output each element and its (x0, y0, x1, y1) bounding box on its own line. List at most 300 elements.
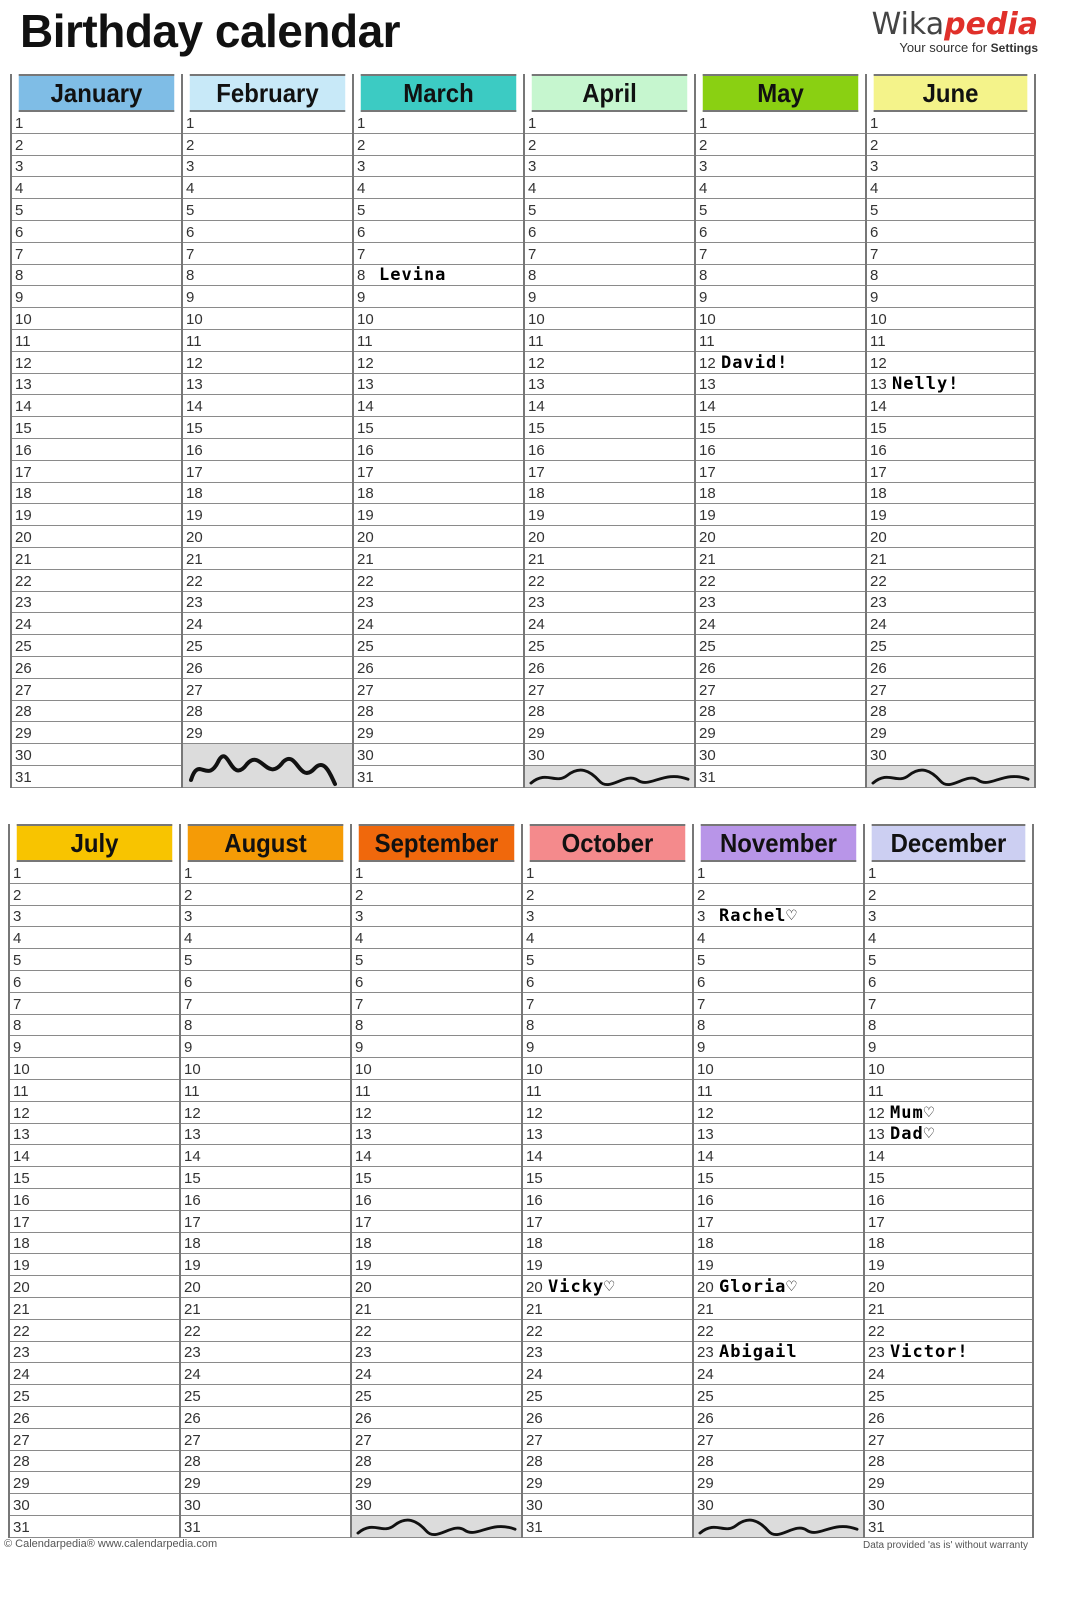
day-row (525, 526, 694, 548)
day-number: 18 (13, 1235, 30, 1253)
day-number: 16 (186, 441, 203, 459)
month-column-august (179, 824, 350, 1538)
day-row (694, 1298, 863, 1320)
day-row (354, 199, 523, 221)
day-number: 6 (13, 973, 22, 991)
day-number: 7 (697, 995, 706, 1013)
day-row (694, 993, 863, 1015)
day-row (696, 679, 865, 701)
day-number: 19 (13, 1257, 30, 1275)
day-number: 18 (15, 485, 32, 503)
day-row (352, 906, 521, 928)
day-row (523, 1102, 692, 1124)
day-number: 22 (355, 1322, 372, 1340)
day-number: 31 (868, 1518, 885, 1536)
day-number: 12 (699, 354, 716, 372)
day-row (183, 701, 352, 723)
day-row (354, 439, 523, 461)
day-row (696, 439, 865, 461)
day-number: 23 (868, 1344, 885, 1362)
day-row (523, 1211, 692, 1233)
day-row (867, 177, 1034, 199)
day-number: 8 (15, 267, 24, 285)
day-row (523, 1276, 692, 1298)
day-row (354, 308, 523, 330)
day-row (12, 744, 181, 766)
month-column-december (863, 824, 1034, 1538)
day-row (525, 483, 694, 505)
day-row (696, 635, 865, 657)
day-row (181, 1233, 350, 1255)
day-number: 3 (528, 158, 537, 176)
day-row (867, 504, 1034, 526)
day-number: 16 (355, 1191, 372, 1209)
day-number: 16 (184, 1191, 201, 1209)
day-number: 1 (184, 864, 193, 882)
day-number: 4 (868, 930, 877, 948)
day-row (354, 570, 523, 592)
month-column-july (8, 824, 179, 1538)
day-row (525, 635, 694, 657)
day-number: 3 (355, 908, 364, 926)
day-row (694, 1036, 863, 1058)
day-number: 11 (528, 332, 544, 350)
day-number: 8 (186, 267, 195, 285)
day-row (694, 1102, 863, 1124)
day-row (694, 862, 863, 884)
day-number: 16 (870, 441, 887, 459)
day-row (10, 1080, 179, 1102)
day-number: 5 (526, 951, 535, 969)
day-number: 27 (699, 681, 716, 699)
day-number: 31 (13, 1518, 30, 1536)
day-number: 10 (186, 310, 203, 328)
day-number: 18 (699, 485, 716, 503)
day-number: 16 (528, 441, 545, 459)
day-number: 28 (526, 1453, 543, 1471)
day-number: 11 (870, 332, 886, 350)
day-row (181, 1058, 350, 1080)
day-row (183, 679, 352, 701)
day-row (354, 592, 523, 614)
day-row (523, 949, 692, 971)
day-row (352, 1254, 521, 1276)
month-header: March (361, 74, 516, 112)
brand-name-part2: pedia (944, 7, 1038, 42)
day-row (10, 1036, 179, 1058)
day-number: 9 (184, 1039, 193, 1057)
blank-day-scribble (694, 1516, 863, 1538)
day-number: 21 (870, 550, 887, 568)
brand-name-part1: Wika (871, 7, 945, 42)
day-row (694, 1124, 863, 1146)
day-number: 1 (13, 864, 22, 882)
month-header: January (19, 74, 174, 112)
day-row (523, 1145, 692, 1167)
day-row (865, 1145, 1032, 1167)
day-number: 28 (528, 703, 545, 721)
day-number: 3 (13, 908, 22, 926)
day-number: 27 (697, 1431, 714, 1449)
day-row (352, 1189, 521, 1211)
day-number: 21 (184, 1300, 201, 1318)
day-number: 19 (528, 507, 545, 525)
day-number: 30 (184, 1496, 201, 1514)
month-header: September (359, 824, 514, 862)
day-row (183, 548, 352, 570)
month-header: October (530, 824, 685, 862)
day-number: 29 (526, 1475, 543, 1493)
day-number: 6 (870, 223, 879, 241)
day-number: 6 (186, 223, 195, 241)
day-row (352, 1363, 521, 1385)
day-number: 17 (355, 1213, 372, 1231)
day-number: 20 (697, 1278, 714, 1296)
day-row (525, 352, 694, 374)
day-number: 29 (699, 725, 716, 743)
day-number: 20 (15, 528, 32, 546)
day-row (10, 1407, 179, 1429)
day-number: 11 (868, 1082, 884, 1100)
day-number: 25 (13, 1387, 30, 1405)
day-number: 28 (357, 703, 374, 721)
day-number: 20 (357, 528, 374, 546)
day-number: 24 (870, 616, 887, 634)
day-row (183, 177, 352, 199)
day-number: 27 (355, 1431, 372, 1449)
day-number: 17 (528, 463, 545, 481)
day-row (181, 1385, 350, 1407)
day-number: 29 (186, 725, 203, 743)
day-row (867, 308, 1034, 330)
day-number: 26 (357, 659, 374, 677)
day-number: 28 (13, 1453, 30, 1471)
day-row (865, 1342, 1032, 1364)
day-number: 26 (870, 659, 887, 677)
day-row (867, 374, 1034, 396)
day-row (696, 352, 865, 374)
day-number: 19 (526, 1257, 543, 1275)
day-row (354, 134, 523, 156)
day-row (867, 483, 1034, 505)
day-number: 8 (699, 267, 708, 285)
day-number: 6 (868, 973, 877, 991)
day-row (352, 1233, 521, 1255)
day-row (694, 884, 863, 906)
day-row (694, 1145, 863, 1167)
day-row (181, 1145, 350, 1167)
day-number: 2 (699, 136, 708, 154)
day-row (523, 906, 692, 928)
day-number: 6 (697, 973, 706, 991)
day-row (867, 199, 1034, 221)
day-number: 21 (15, 550, 32, 568)
day-row (865, 1036, 1032, 1058)
day-number: 7 (13, 995, 22, 1013)
day-number: 21 (528, 550, 545, 568)
day-number: 14 (528, 398, 545, 416)
day-number: 17 (868, 1213, 885, 1231)
day-row (183, 635, 352, 657)
day-number: 6 (15, 223, 24, 241)
day-number: 21 (868, 1300, 885, 1318)
day-row (183, 395, 352, 417)
day-number: 10 (870, 310, 887, 328)
day-number: 7 (355, 995, 364, 1013)
day-number: 12 (697, 1104, 714, 1122)
day-row (12, 177, 181, 199)
day-number: 25 (868, 1387, 885, 1405)
day-number: 19 (868, 1257, 885, 1275)
day-number: 5 (13, 951, 22, 969)
day-row (525, 701, 694, 723)
day-number: 30 (355, 1496, 372, 1514)
day-number: 9 (186, 289, 195, 307)
day-number: 24 (186, 616, 203, 634)
day-row (865, 1494, 1032, 1516)
birthday-note: Levina (379, 265, 447, 286)
day-number: 12 (186, 354, 203, 372)
day-row (865, 949, 1032, 971)
day-row (523, 884, 692, 906)
day-row (694, 1320, 863, 1342)
day-number: 31 (699, 768, 716, 786)
month-header: December (872, 824, 1026, 862)
day-row (352, 949, 521, 971)
day-row (523, 1407, 692, 1429)
day-row (694, 1058, 863, 1080)
day-row (183, 374, 352, 396)
day-row (352, 1298, 521, 1320)
day-row (12, 395, 181, 417)
day-row (354, 156, 523, 178)
day-number: 26 (15, 659, 32, 677)
day-number: 7 (870, 245, 879, 263)
day-number: 8 (355, 1017, 364, 1035)
day-row (696, 592, 865, 614)
day-number: 21 (526, 1300, 543, 1318)
day-row (183, 657, 352, 679)
day-row (696, 657, 865, 679)
day-row (10, 1254, 179, 1276)
day-number: 25 (699, 637, 716, 655)
day-number: 19 (184, 1257, 201, 1275)
day-row (12, 286, 181, 308)
day-number: 18 (186, 485, 203, 503)
day-number: 31 (184, 1518, 201, 1536)
day-number: 3 (699, 158, 708, 176)
day-row (10, 1124, 179, 1146)
day-row (865, 862, 1032, 884)
day-row (525, 156, 694, 178)
day-row (12, 330, 181, 352)
day-number: 31 (357, 768, 374, 786)
day-row (696, 134, 865, 156)
day-number: 25 (186, 637, 203, 655)
day-number: 7 (528, 245, 537, 263)
day-row (10, 1342, 179, 1364)
day-row (12, 483, 181, 505)
day-number: 20 (526, 1278, 543, 1296)
day-number: 22 (13, 1322, 30, 1340)
day-number: 9 (699, 289, 708, 307)
day-number: 9 (15, 289, 24, 307)
day-row (183, 592, 352, 614)
birthday-note: Victor! (890, 1342, 969, 1363)
day-number: 10 (355, 1060, 372, 1078)
day-number: 29 (15, 725, 32, 743)
day-row (181, 1124, 350, 1146)
day-number: 13 (526, 1126, 543, 1144)
day-number: 8 (697, 1017, 706, 1035)
day-number: 14 (526, 1148, 543, 1166)
day-row (525, 548, 694, 570)
day-row (181, 1189, 350, 1211)
day-number: 4 (357, 180, 366, 198)
day-row (181, 971, 350, 993)
day-row (181, 1320, 350, 1342)
day-row (696, 395, 865, 417)
day-number: 17 (870, 463, 887, 481)
day-row (865, 1451, 1032, 1473)
day-number: 11 (13, 1082, 29, 1100)
day-number: 10 (184, 1060, 201, 1078)
day-number: 29 (357, 725, 374, 743)
day-number: 15 (13, 1169, 30, 1187)
day-row (354, 744, 523, 766)
day-row (696, 308, 865, 330)
day-number: 13 (870, 376, 887, 394)
day-row (694, 971, 863, 993)
day-row (354, 374, 523, 396)
month-column-november (692, 824, 863, 1538)
day-row (865, 1254, 1032, 1276)
day-number: 15 (699, 419, 716, 437)
day-number: 10 (868, 1060, 885, 1078)
day-row (352, 971, 521, 993)
day-row (354, 548, 523, 570)
day-row (10, 862, 179, 884)
day-number: 25 (15, 637, 32, 655)
day-number: 4 (697, 930, 706, 948)
day-row (354, 286, 523, 308)
day-number: 20 (870, 528, 887, 546)
day-number: 27 (15, 681, 32, 699)
day-number: 8 (870, 267, 879, 285)
day-number: 2 (870, 136, 879, 154)
day-row (183, 221, 352, 243)
day-row (525, 177, 694, 199)
day-number: 7 (868, 995, 877, 1013)
day-row (867, 722, 1034, 744)
day-row (523, 1298, 692, 1320)
day-number: 22 (868, 1322, 885, 1340)
day-number: 26 (697, 1409, 714, 1427)
day-row (12, 766, 181, 788)
day-number: 17 (697, 1213, 714, 1231)
day-number: 22 (184, 1322, 201, 1340)
month-header: April (532, 74, 687, 112)
blank-day-scribble (867, 766, 1034, 788)
day-number: 17 (186, 463, 203, 481)
day-row (525, 657, 694, 679)
day-number: 30 (697, 1496, 714, 1514)
day-number: 18 (870, 485, 887, 503)
day-number: 30 (526, 1496, 543, 1514)
day-number: 22 (528, 572, 545, 590)
day-row (694, 1407, 863, 1429)
day-number: 10 (15, 310, 32, 328)
day-row (525, 134, 694, 156)
scribble-mark (871, 766, 1030, 787)
day-row (523, 1080, 692, 1102)
day-number: 1 (186, 114, 195, 132)
day-number: 16 (15, 441, 32, 459)
day-row (867, 461, 1034, 483)
day-row (525, 265, 694, 287)
day-row (865, 1124, 1032, 1146)
day-row (354, 112, 523, 134)
day-row (696, 221, 865, 243)
day-row (181, 906, 350, 928)
day-number: 5 (528, 201, 537, 219)
day-number: 19 (186, 507, 203, 525)
day-number: 5 (184, 951, 193, 969)
day-row (352, 1494, 521, 1516)
day-number: 16 (697, 1191, 714, 1209)
day-number: 1 (355, 864, 364, 882)
day-row (181, 1407, 350, 1429)
day-number: 14 (15, 398, 32, 416)
day-number: 7 (15, 245, 24, 263)
scribble-mark (187, 746, 337, 788)
day-row (525, 417, 694, 439)
day-row (183, 439, 352, 461)
day-row (525, 504, 694, 526)
day-row (10, 1233, 179, 1255)
day-number: 17 (357, 463, 374, 481)
day-number: 28 (868, 1453, 885, 1471)
day-number: 30 (870, 746, 887, 764)
day-row (525, 199, 694, 221)
day-row (865, 927, 1032, 949)
day-number: 11 (186, 332, 202, 350)
day-number: 14 (13, 1148, 30, 1166)
day-number: 30 (699, 746, 716, 764)
day-row (181, 1211, 350, 1233)
day-number: 24 (528, 616, 545, 634)
day-number: 23 (870, 594, 887, 612)
month-column-april (523, 74, 694, 788)
day-number: 25 (357, 637, 374, 655)
day-number: 24 (15, 616, 32, 634)
day-number: 24 (697, 1366, 714, 1384)
day-row (694, 1276, 863, 1298)
day-row (696, 112, 865, 134)
day-number: 20 (355, 1278, 372, 1296)
day-number: 28 (184, 1453, 201, 1471)
day-number: 17 (699, 463, 716, 481)
day-row (694, 1429, 863, 1451)
day-number: 3 (870, 158, 879, 176)
day-row (183, 417, 352, 439)
day-row (181, 884, 350, 906)
day-row (867, 330, 1034, 352)
day-number: 3 (15, 158, 24, 176)
day-row (352, 1385, 521, 1407)
day-number: 8 (357, 267, 366, 285)
footer-copyright: © Calendarpedia® www.calendarpedia.com (4, 1538, 218, 1550)
